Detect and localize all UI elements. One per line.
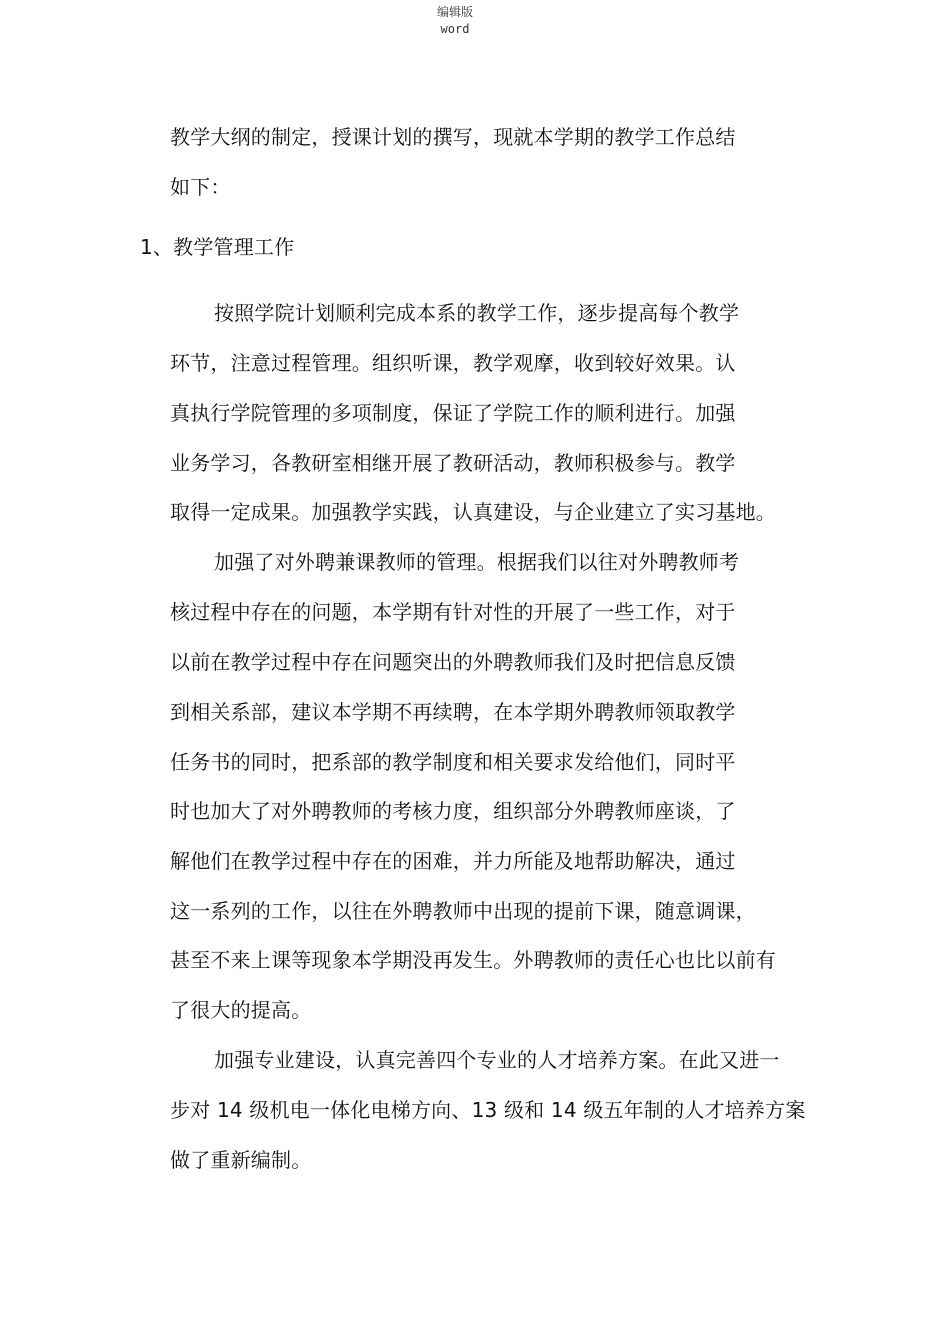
paragraph-line: 取得一定成果。加强教学实践，认真建设，与企业建立了实习基地。 <box>170 500 776 524</box>
header-line-1: 编辑版 <box>436 5 473 19</box>
paragraph-line: 解他们在教学过程中存在的困难，并力所能及地帮助解决，通过 <box>170 849 736 873</box>
paragraph-line: 核过程中存在的问题，本学期有针对性的开展了一些工作，对于 <box>170 600 736 624</box>
paragraph-line: 以前在教学过程中存在问题突出的外聘教师我们及时把信息反馈 <box>170 650 736 674</box>
paragraph-line: 业务学习，各教研室相继开展了教研活动，教师积极参与。教学 <box>170 451 736 475</box>
paragraph-line: 甚至不来上课等现象本学期没再发生。外聘教师的责任心也比以前有 <box>170 948 776 972</box>
page-header <box>0 4 910 38</box>
paragraph-line: 真执行学院管理的多项制度，保证了学院工作的顺利进行。加强 <box>170 401 736 425</box>
paragraph-line: 按照学院计划顺利完成本系的教学工作，逐步提高每个教学 <box>214 301 740 325</box>
paragraph-line: 到相关系部，建议本学期不再续聘，在本学期外聘教师领取教学 <box>170 700 736 724</box>
paragraph-line: 这一系列的工作，以往在外聘教师中出现的提前下课，随意调课， <box>170 899 756 923</box>
paragraph-line: 步对 14 级机电一体化电梯方向、13 级和 14 级五年制的人才培养方案 <box>170 1098 806 1122</box>
paragraph-line: 时也加大了对外聘教师的考核力度，组织部分外聘教师座谈，了 <box>170 799 736 823</box>
header-line-2: word <box>440 22 470 36</box>
paragraph-line: 任务书的同时，把系部的教学制度和相关要求发给他们，同时平 <box>170 750 736 774</box>
section-heading: 1、教学管理工作 <box>140 235 295 259</box>
paragraph-line: 做了重新编制。 <box>170 1148 312 1172</box>
paragraph-line: 了很大的提高。 <box>170 998 312 1022</box>
paragraph-line: 环节，注意过程管理。组织听课，教学观摩，收到较好效果。认 <box>170 351 736 375</box>
paragraph-line: 加强了对外聘兼课教师的管理。根据我们以往对外聘教师考 <box>214 550 740 574</box>
intro-line-1: 教学大纲的制定，授课计划的撰写，现就本学期的教学工作总结 <box>170 125 736 149</box>
paragraph-line: 加强专业建设，认真完善四个专业的人才培养方案。在此又进一 <box>214 1048 780 1072</box>
intro-line-2: 如下： <box>170 175 231 199</box>
